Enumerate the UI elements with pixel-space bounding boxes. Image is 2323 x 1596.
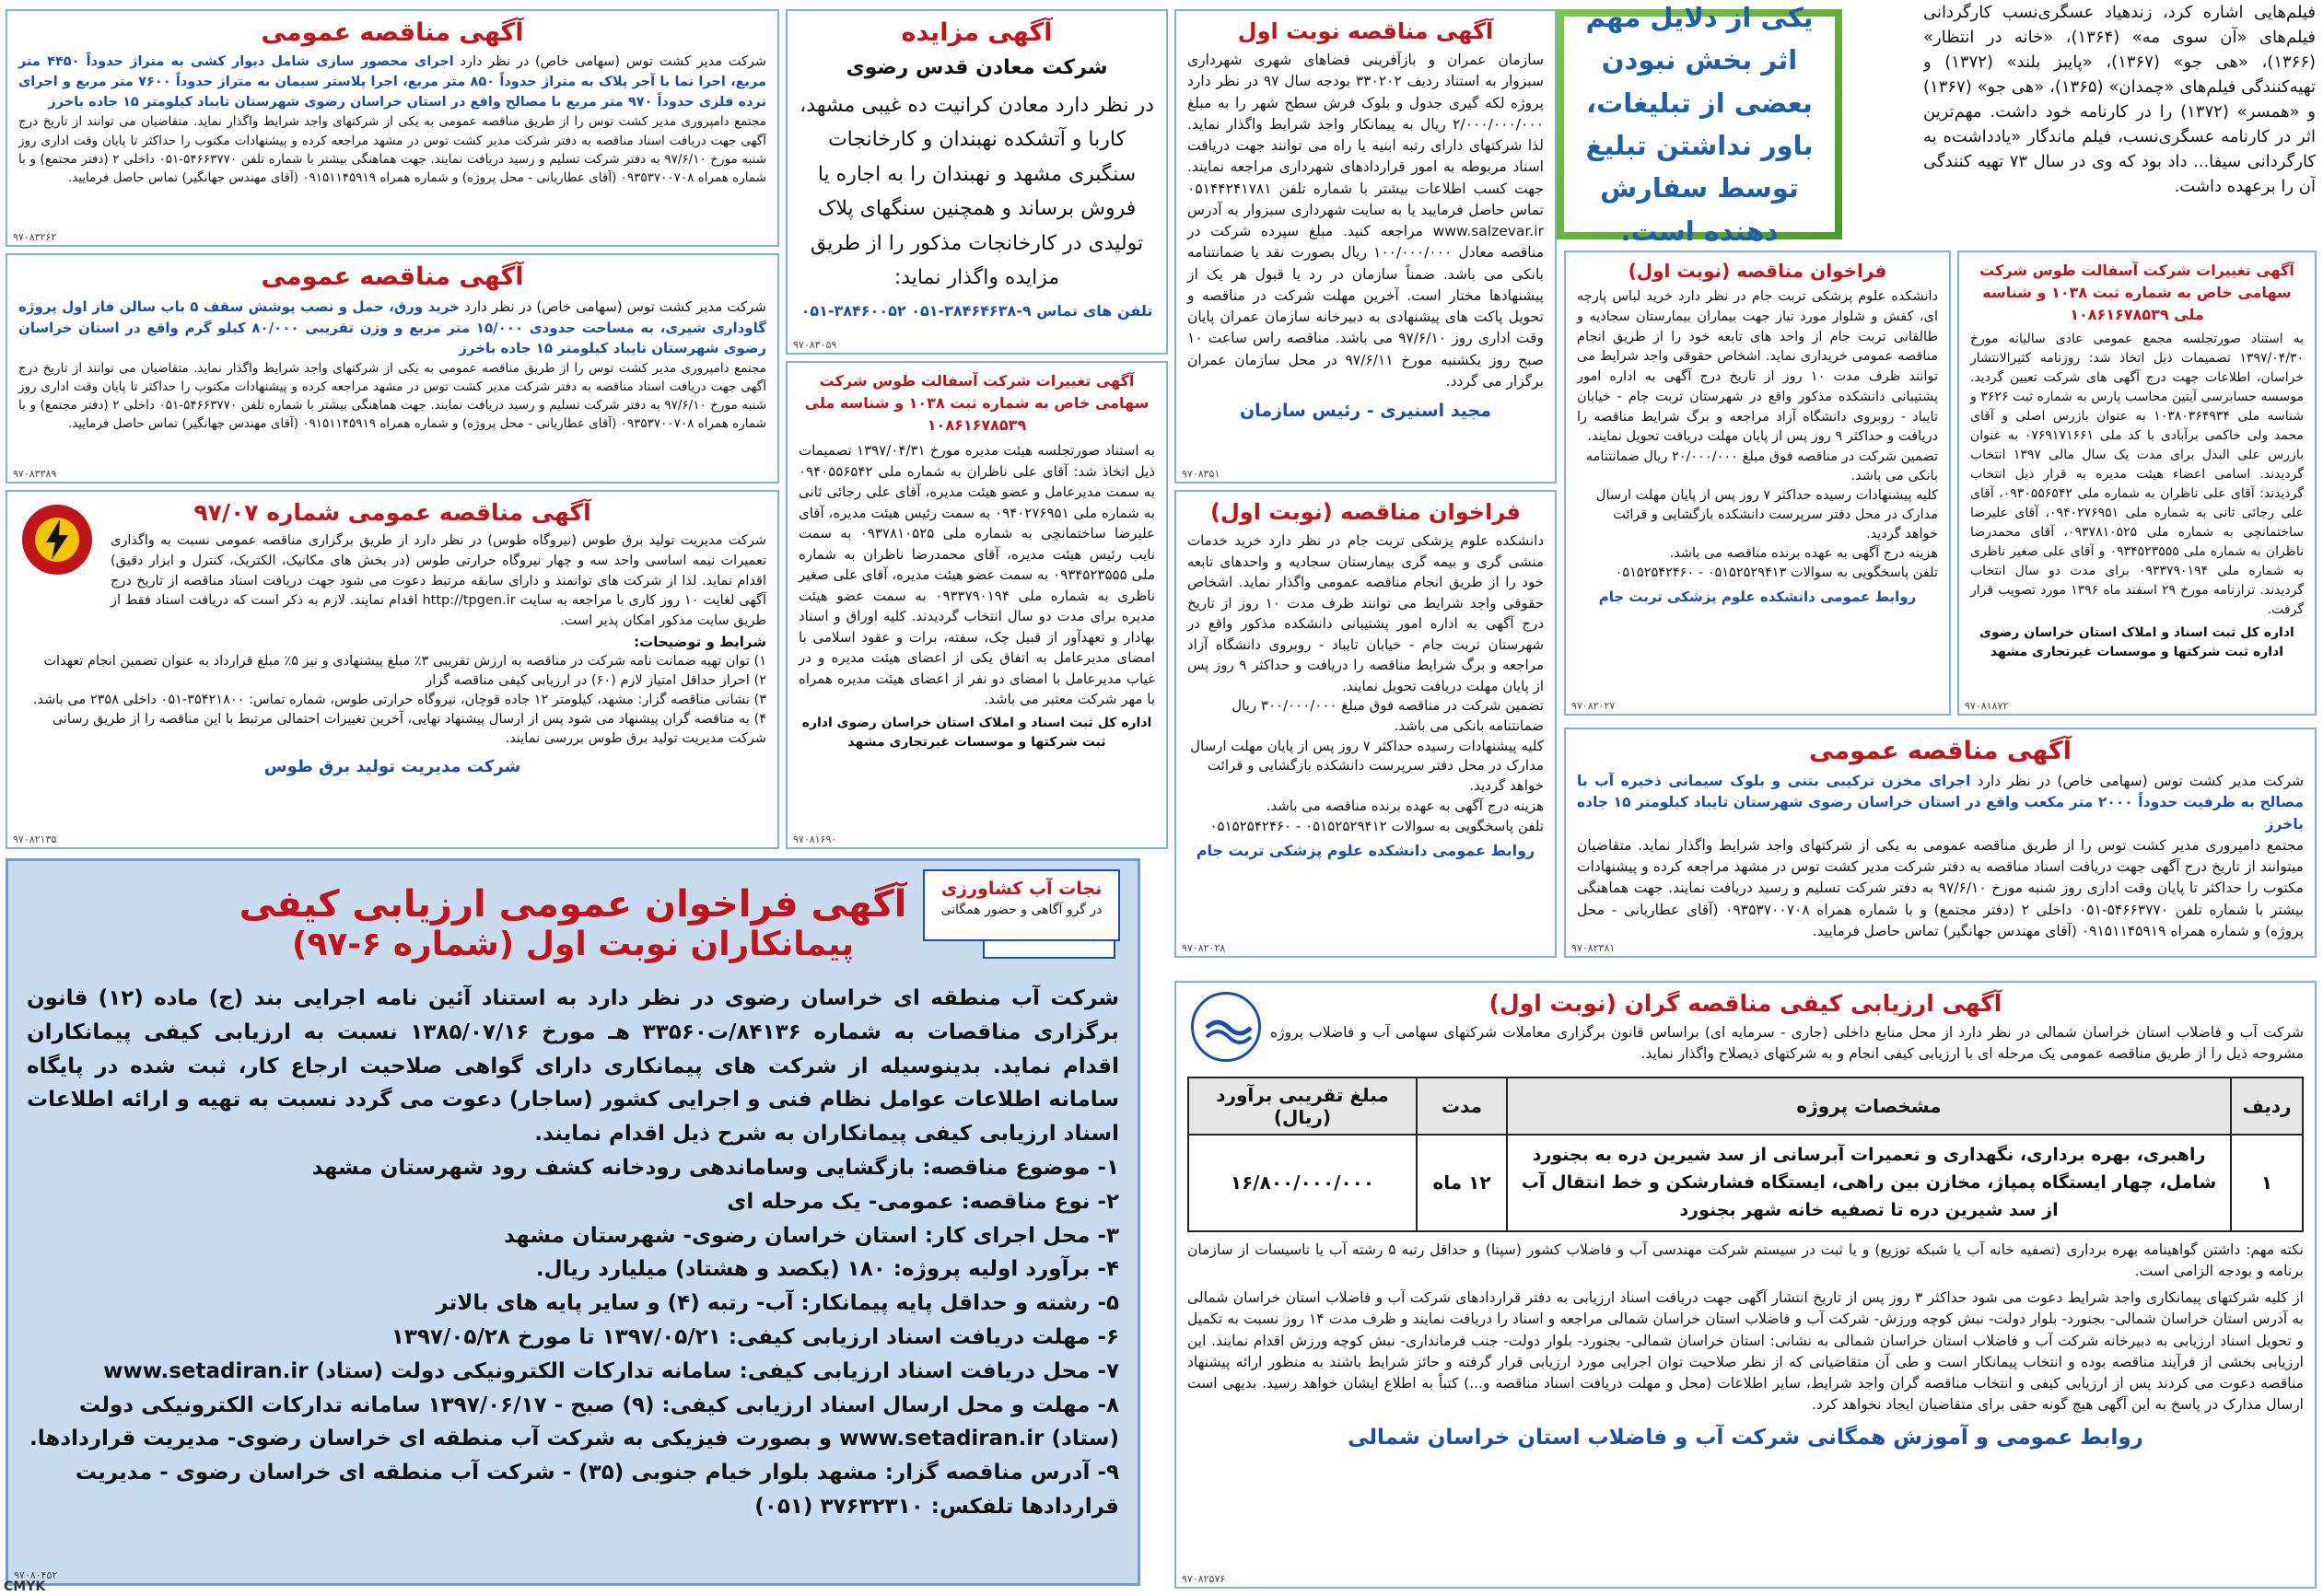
ad-item: ۷- محل دریافت اسناد ارزیابی کیفی: سامانه تدارکات الکترونیکی دولت (ستاد) www.setadiran.ir	[103, 1358, 1119, 1383]
ad-torbat-tender-a	[1564, 250, 1951, 716]
ad-term: تلفن پاسخگویی به سوالات ۰۵۱۵۲۵۲۹۴۱۳ - ۰۵۱۵۲۵۴۲۴۶۰	[1615, 565, 1938, 581]
table-cell: ۱۲ ماه	[1417, 1135, 1507, 1231]
ad-item: ۱- موضوع مناقصه: بازگشایی وساماندهی رودخانه کشف رود شهرستان مشهد	[311, 1155, 1119, 1180]
water-wave-icon	[1199, 995, 1258, 1054]
ad-term: تضمین شرکت در مناقصه فوق مبلغ ۳۰۰/۰۰۰/۰۰۰ ریال ضمانتنامه بانکی می باشد.	[1232, 697, 1544, 734]
ad-signature: اداره کل ثبت اسناد و املاک استان خراسان رضوی اداره ثبت شرکتها و موسسات غیرتجاری مشهد	[1979, 625, 2294, 659]
ad-term: هزینه درج آگهی به عهده برنده مناقصه می باشد.	[1669, 546, 1938, 562]
ad-body: دانشکده علوم پزشکی تربت جام در نظر دارد خرید خدمات منشی گری و بیمه گری بیمارستان سجادیه و واحدهای تابعه خود را از طریق انجام مناقصه عمومی واگذار نماید. اشخاص حقوقی واجد شرایط می توانند ظرف مدت ۱۰ روز از تاریخ درج آگهی به اداره امور پشتیبانی دانشکده مذکور واقع در شهرستان تربت جام - خیابان تایباد - روبروی دانشگاه آزاد مراجعه و برگ شرایط مناقصه را دریافت و حداکثر ۹ روز پس از پایان مهلت دریافت تحویل نمایند.	[1187, 532, 1545, 694]
table-header: مدت	[1417, 1078, 1507, 1135]
ad-title: آگهی مناقصه عمومی	[261, 262, 524, 291]
ad-code: ۹۷۰۸۲۰۲۷	[1571, 700, 1616, 712]
ad-body: مجتمع دامپروری مدیر کشت توس را از طریق مناقصه عمومی به یکی از شرکتهای واجد شرایط واگذار نماید. متقاضیان می توانند از تاریخ درج آگهی جهت دریافت اسناد مناقصه به دفتر شرکت مدیر کشت توس در مشهد مراجعه کرده و پیشنهادات مکتوب را حداکثر تا پایان وقت اداری روز شنبه مورخ ۹۷/۶/۱۰ به دفتر شرکت تسلیم و رسید دریافت نمایند. جهت هماهنگی بیشتر با شماره تلفن ۵۴۶۶۳۷۷۰-۰۵۱ داخلی ۲ (دفتر مجتمع) و با شماره همراه ۰۹۳۵۳۷۰۰۷۰۸ (آقای عطاریانی - محل پروژه) و شماره همراه ۰۹۱۵۱۱۴۵۹۱۹ (آقای مهندس جهانگیر) تماس حاصل فرمایید.	[18, 114, 767, 185]
ad-code: ۹۷۰۸۱۶۹۰	[793, 833, 837, 845]
ad-phone: تلفن های تماس ۹-۳۸۴۶۴۶۳۸-۰۵۱ ۳۸۴۶۰۰۵۲-۰۵۱	[800, 302, 1153, 320]
ad-title: آگهی مناقصه عمومی شماره ۹۷/۰۷	[193, 499, 591, 526]
ad-lead: شرکت مدیر کشت توس (سهامی خاص) در نظر دارد	[464, 298, 767, 315]
ad-asphalt-changes-2	[1957, 250, 2317, 716]
ad-torbat-tender-b	[1174, 490, 1557, 958]
ad-body: به استناد صورتجلسه مجمع عمومی عادی سالیانه مورخ ۱۳۹۷/۰۴/۳۰ تصمیمات ذیل اتخاذ شد: روزنامه کثیرالانتشار خراسان، اطلاعات جهت درج آگهی های شرکت تعیین گردید. موسسه حسابرسی آیتین محاسب پارس به شماره ثبت ۳۶۲۶ و شناسه ملی ۱۰۳۸۰۳۶۴۹۳۴ به عنوان بازرس اصلی و آقای محمد ولی خاکمی برآبادی با کد ملی ۰۷۶۹۱۷۱۶۶۱ به عنوان بازرس علی البدل برای مدت یک سال مالی ۱۳۹۷ انتخاب گردیدند. اسامی اعضاء هیئت مدیره به قرار ذیل انتخاب گردیدند: آقای علی ناظران به شماره ملی ۰۹۳۰۵۵۶۵۴۲، آقای علی رجائی ثانی به شماره ملی ۰۹۴۰۲۷۶۹۵۱، آقای علیرضا ساختمانچی به شماره ملی ۰۹۳۷۸۱۰۵۲۵، آقای محمدرضا ناظران به شماره ملی ۰۹۳۴۵۲۳۵۵۵ و آقای علی صغیر ناظری به شماره ملی ۰۹۳۳۷۹۰۱۹۴ برای مدت دو سال انتخاب گردیدند. ترازنامه مورخ ۲۹ اسفند ماه ۱۳۹۶ مورد تصویب قرار گرفت.	[1970, 332, 2304, 617]
ad-body: مجتمع دامپروری مدیر کشت توس را از طریق مناقصه عمومی به یکی از شرکتهای واجد شرایط واگذار نماید. متقاضیان می توانند از تاریخ درج آگهی جهت دریافت اسناد مناقصه به دفتر شرکت مدیر کشت توس در مشهد مراجعه کرده و پیشنهادات مکتوب را حداکثر تا پایان وقت اداری روز شنبه مورخ ۹۷/۶/۱۰ به دفتر شرکت تسلیم و رسید دریافت نمایند. جهت هماهنگی بیشتر با شماره تلفن ۵۴۶۶۳۷۷۰-۰۵۱ داخلی ۲ (دفتر مجتمع) و با شماره همراه ۰۹۳۵۳۷۰۰۷۰۸ (آقای عطاریانی - محل پروژه) و شماره همراه ۰۹۱۵۱۱۴۵۹۱۹ (آقای مهندس جهانگیر) تماس حاصل فرمایید.	[18, 360, 767, 432]
ad-signature: اداره کل ثبت اسناد و املاک استان خراسان رضوی اداره ثبت شرکتها و موسسات غیرتجاری مشهد	[801, 715, 1152, 750]
ad-term: کلیه پیشنهادات رسیده حداکثر ۷ روز پس از پایان مهلت ارسال مدارک در محل دفتر سرپرست دانشکده بازگشایی و قرائت خواهد گردید.	[1595, 488, 1938, 542]
ad-project: اجرای محصور سازی شامل دیوار کشی به متراژ حدوداً ۴۴۵۰ متر مربع، اجرا نما با آجر پلاک به متراژ حدوداً ۸۵۰ متر مربع، اجرا پلاستر سیمان به متراژ حدوداً ۷۶۰۰ متر مربع و اجرای نرده فلزی حدوداً ۹۷۰ متر مربع با مصالح واقع در استان خراسان رضوی شهرستان تایباد کیلومتر ۱۵ جاده باخرز	[18, 54, 766, 110]
ad-body: مجتمع دامپروری مدیر کشت توس را از طریق مناقصه عمومی به یکی از شرکتهای واجد شرایط واگذار نماید. متقاضیان میتوانند از تاریخ درج آگهی جهت دریافت اسناد مناقصه به دفتر شرکت مدیر کشت توس در مشهد مراجعه کرده و پیشنهادات مکتوب را حداکثر تا پایان وقت اداری روز شنبه مورخ ۹۷/۶/۱۰ به دفتر شرکت تسلیم و رسید دریافت نمایند. جهت هماهنگی بیشتر با شماره تلفن ۵۴۶۶۳۷۷۰-۰۵۱ داخلی ۲ (دفتر مجتمع) و با شماره همراه ۰۹۳۵۳۷۰۰۷۰۸ (آقای عطاریانی - محل پروژه) و شماره همراه ۰۹۱۵۱۱۴۵۹۱۹ (آقای مهندس جهانگیر) تماس حاصل فرمایید.	[1577, 836, 2305, 939]
ad-item: ۳- محل اجرای کار: استان خراسان رضوی- شهرستان مشهد	[504, 1223, 1119, 1248]
ad-water-sewage-qualification	[1174, 981, 2317, 1589]
ad-title: آگهی مزایده	[901, 18, 1053, 47]
table-cell: راهبری، بهره برداری، نگهداری و تعمیرات آبرسانی از سد شیرین دره به بجنورد شامل، چهار ایستگاه پمپاژ، مخازن بین راهی، ایستگاه فشارشکن و خط انتقال آب از سد شیرین دره تا تصفیه خانه شهر بجنورد	[1507, 1135, 2231, 1231]
ad-title: فراخوان مناقصه (نوبت اول)	[1628, 260, 1887, 282]
ad-signature: روابط عمومی دانشکده علوم پزشکی تربت جام	[1598, 588, 1917, 606]
ad-term: هزینه درج آگهی به عهده برنده مناقصه می باشد.	[1266, 797, 1544, 814]
ad-body: شرکت مدیریت تولید برق طوس (نیروگاه طوس) در نظر دارد از طریق برگزاری مناقصه عمومی نسبت به واگذاری تعمیرات نیمه اساسی واحد سه و چهار نیروگاه حرارتی طوس (در بخش های مکانیک، الکتریک، کنترل و ابزار دقیق) اقدام نماید. لذا از شرکت های توانمند و دارای سابقه مرتبط دعوت می شود جهت دریافت اسناد مناقصه از تاریخ درج آگهی لغایت ۱۰ روز کاری با مراجعه به سایت http://tpgen.ir اقدام نمایند. لازم به ذکر است که دریافت اسناد فقط از طریق سایت مذکور امکان پذیر است.	[111, 533, 766, 628]
project-table	[1187, 1077, 2304, 1232]
ad-asphalt-changes-1	[786, 361, 1168, 849]
ad-term: کلیه پیشنهادات رسیده حداکثر ۷ روز پس از پایان مهلت ارسال مدارک در محل دفتر سرپرست دانشکده بازگشایی و قرائت خواهد گردید.	[1190, 737, 1544, 794]
ad-body: سازمان عمران و بازآفرینی فضاهای شهری شهرداری سبزوار به استناد ردیف ۳۳۰۲۰۲ بودجه سال ۹۷ در نظر دارد پروژه لکه گیری جدول و بلوک فرش سطح شهر را به مبلغ ۲/۰۰۰/۰۰۰/۰۰۰ ریال به پیمانکار واجد شرایط واگذار نماید. لذا شرکتهای دارای رتبه ابنیه یا راه می توانند جهت دریافت اسناد مربوطه به امور قراردادهای شهرداری مراجعه نمایند. جهت کسب اطلاعات بیشتر با شماره تلفن ۰۵۱۴۴۲۴۱۷۸۱ تماس حاصل فرمایید یا به سایت شهرداری سبزوار به آدرس www.salzevar.ir مراجعه کنید. مبلغ سپرده شرکت در مناقصه معادل ۱۰۰/۰۰۰/۰۰۰ ریال بصورت نقد یا ضمانتنامه بانکی می باشد. ضمناً سازمان در رد یا قبول هر یک از پیشنهادها مختار است. آخرین مهلت شرکت در مناقصه و تحویل پاکت های پیشنهادی به دبیرخانه سازمان عمران پایان وقت اداری روز ۹۷/۶/۱۰ می باشد. مناقصه راس ساعت ۱۰ صبح روز یکشنبه مورخ ۹۷/۶/۱۱ در محل سازمان عمران برگزار می گردد.	[1187, 52, 1545, 390]
ad-item: ۹- آدرس مناقصه گزار: مشهد بلوار خیام جنوبی (۳۵) - شرکت آب منطقه ای خراسان رضوی - مدیریت قراردادها تلفکس: ۳۷۶۳۲۳۱۰ (۰۵۱)	[75, 1461, 1119, 1519]
ad-title: فراخوان مناقصه (نوبت اول)	[1210, 499, 1521, 525]
ad-title: آگهی مناقصه عمومی	[261, 18, 524, 47]
ad-signature: روابط عمومی دانشکده علوم پزشکی تربت جام	[1196, 842, 1535, 860]
badge-title: نجات آب کشاورزی	[940, 879, 1103, 899]
ad-item: ۴- برآورد اولیه پروژه: ۱۸۰ (یکصد و هشتاد) میلیارد ریال.	[535, 1257, 1119, 1282]
ad-item: ۲- نوع مناقصه: عمومی- یک مرحله ای	[727, 1189, 1119, 1214]
ad-condition: ۴) به مناقصه گران پیشنهاد می شود پس از ارسال پیشنهاد نهایی، آخرین تغییرات احتمالی مرتبط با این مناقصه را از طریق رسانی شرکت مدیریت تولید برق طوس بررسی نمایند.	[52, 712, 766, 747]
table-header: مشخصات پروژه	[1507, 1078, 2231, 1135]
ad-note: نکته مهم: داشتن گواهینامه بهره برداری (تصفیه خانه آب یا شبکه توزیع) و یا ثبت در سیستم شرکت مهندسی آب و فاضلاب کشور (سپتا) و حداقل رتبه ۵ رشته آب یا تاسیسات از سازمان برنامه و بودجه الزامی است.	[1187, 1241, 2304, 1279]
promo-quote-box	[1557, 1, 1842, 247]
ad-code: ۹۷۰۸۱۸۷۲	[1965, 700, 2009, 712]
ad-auction	[786, 9, 1168, 355]
ad-title: آگهی مناقصه عمومی	[1809, 737, 2072, 765]
ad-tus-tender-1	[6, 9, 779, 247]
ad-signature: مجید اسنیری - رئیس سازمان	[1239, 401, 1492, 421]
ad-term: تلفن پاسخگویی به سوالات ۰۵۱۵۲۵۲۹۴۱۲ - ۰۵۱۵۲۵۴۲۴۶۰	[1209, 817, 1544, 834]
ad-power-plant-tender	[6, 490, 779, 849]
ad-code: ۹۷۰۸۳۰۵۹	[793, 339, 837, 351]
ad-conditions-title: شرایط و توضیحات:	[634, 633, 766, 650]
promo-quote-text: یکی از دلایل مهم اثر بخش نبودن بعضی از تبلیغات، باور نداشتن تبلیغ توسط سفارش دهنده است.	[1585, 1, 1814, 247]
slogan-badge	[923, 869, 1120, 941]
ad-tus-tender-2	[6, 253, 779, 483]
ad-term: تضمین شرکت در مناقصه فوق مبلغ ۲۰/۰۰۰/۰۰۰ ریال ضمانتنامه بانکی می باشد.	[1585, 449, 1938, 484]
ad-code: ۹۷۰۸۳۳۸۹	[13, 468, 57, 480]
print-color-mark: CMYK	[4, 1579, 46, 1594]
ad-company: شرکت معادن قدس رضوی	[846, 56, 1108, 79]
ad-sabzevar-tender	[1174, 9, 1557, 483]
ad-water-company-qualification	[6, 858, 1140, 1586]
badge-subtitle: در گرو آگاهی و حضور همگانی	[940, 903, 1103, 917]
table-row	[1188, 1135, 2303, 1231]
ad-signature: شرکت مدیریت تولید برق طوس	[263, 757, 521, 777]
ad-code: ۹۷۰۸۳۵۱	[1182, 468, 1220, 480]
ad-project: خرید ورق، حمل و نصب پوشش سقف ۵ باب سالن فاز اول پروژه گاوداری شیری، به مساحت حدودی ۱۵/۰۰۰ متر مربع و وزن تقریبی ۸۰/۰۰۰ کیلو گرم واقع در استان خراسان رضوی شهرستان تایباد کیلومتر ۱۵ جاده باخرز	[18, 298, 766, 356]
ad-lead: شرکت مدیر کشت توس (سهامی خاص) در نظر دارد	[460, 54, 767, 69]
ad-intro: شرکت آب و فاضلاب استان خراسان شمالی در نظر دارد از محل منابع داخلی (جاری - سرمایه ای) براساس قانون برگزاری معاملات شرکتهای سهامی آب و فاضلاب پروژه مشروحه ذیل را از طریق مناقصه عمومی یک مرحله ای با ارزیابی کیفی انجام و به شرکتهای ذیصلاح واگذار نماید.	[1270, 1024, 2304, 1063]
table-cell: ۱۶/۸۰۰/۰۰۰/۰۰۰	[1188, 1135, 1417, 1231]
ad-condition: ۳) نشانی مناقصه گزار: مشهد، کیلومتر ۱۲ جاده قوچان، نیروگاه حرارتی طوس، شماره تماس: ۳۵۴۲۱۸۰۰-۰۵۱ داخلی ۲۳۵۸ می باشد.	[32, 693, 766, 708]
ad-item: ۵- رشته و حداقل پایه پیمانکار: آب- رتبه (۴) و سایر پایه های بالاتر	[436, 1291, 1119, 1316]
lightning-icon	[31, 514, 83, 565]
article-fragment: فیلم‌هایی اشاره کرد، زندهیاد عسگری‌نسب کارگردانی فیلم‌های «آن سوی مه» (۱۳۶۴)، «خانه در انتظار» (۱۳۶۶)، «هی جو» (۱۳۶۷)، «پایبز بلند» (۱۳۷۲) و تهیه‌کنندگی فیلم‌های «چمدان» (۱۳۶۵)، «هی جو» (۱۳۶۷) و «همسر» (۱۳۷۲) را در کارنامه خود داشت. مهم‌ترین اثر در کارنامه عسگری‌نسب، فیلم ماندگار «یادداشت‌ه به کارگردانی سیفا... داد بود که وی در سال ۷۳ تهیه کنندگی آن را برعهده داشت.	[1923, 3, 2316, 196]
ad-title: آگهی فراخوان عمومی ارزیابی کیفی	[239, 883, 907, 926]
ad-condition: ۱) توان تهیه ضمانت نامه شرکت در مناقصه به ارزش تقریبی ۳٪ مبلغ پیشنهادی و نیز ۵٪ مبلغ قرارداد به عنوان تضمین انجام تعهدات	[43, 654, 766, 670]
table-header: مبلغ تقریبی برآورد (ریال)	[1188, 1078, 1417, 1135]
ad-item: ۶- مهلت دریافت اسناد ارزیابی کیفی: ۱۳۹۷/۰۵/۲۱ تا مورخ ۱۳۹۷/۰۵/۲۸	[391, 1324, 1119, 1349]
ad-intro: شرکت آب منطقه ای خراسان رضوی در نظر دارد به استناد آئین نامه اجرایی بند (ج) ماده (۱۲) قانون برگزاری مناقصات به شماره ۸۴۱۳۶/ت۳۳۵۶۰ هـ مورخ ۱۳۸۵/۰۷/۱۶ نسبت به ارزیابی کیفی پیمانکاران اقدام نماید. بدینوسیله از شرکت های پیمانکاری دارای گواهی صلاحیت ارجاع کار، ثبت شده در پایگاه سامانه اطلاعات عوامل نظام فنی و اجرایی کشور (ساجار) دعوت می گردد نسبت به تهیه و ارائه اطلاعات اسناد ارزیابی کیفی پیمانکاران به شرح ذیل اقدام نمایند.	[27, 986, 1119, 1147]
ad-code: ۹۷۰۸۳۲۶۲	[13, 231, 57, 243]
ad-title: آگهی مناقصه نوبت اول	[1237, 18, 1494, 44]
ad-code: ۹۷۰۸۲۵۷۶	[1182, 1573, 1226, 1585]
ad-project: اجرای مخزن ترکیبی بتنی و بلوک سیمانی ذخیره آب با مصالح به ظرفیت حدوداً ۲۰۰۰ متر مکعب واقع در استان خراسان رضوی شهرستان تایباد کیلومتر ۱۵ جاده باخرز	[1577, 773, 2305, 833]
ad-code: ۹۷۰۸۲۰۲۸	[1182, 942, 1226, 954]
ad-lead: شرکت مدیر کشت توس (سهامی خاص) در نظر دارد	[1977, 773, 2304, 789]
table-cell: ۱	[2231, 1135, 2303, 1231]
ad-title: آگهی تغییرات شرکت آسفالت طوس شرکت سهامی خاص به شماره ثبت ۱۰۳۸ و شناسه ملی ۱۰۸۶۱۶۷۸۵۳۹	[804, 372, 1150, 434]
ad-body: به استناد صورتجلسه هیئت مدیره مورخ ۱۳۹۷/۰۴/۳۱ تصمیمات ذیل اتخاذ شد: آقای علی ناظران به شماره ملی ۰۹۴۰۵۵۶۵۴۲ به سمت مدیرعامل و عضو هیئت مدیره، آقای علی رجائی ثانی به شماره ملی ۰۹۴۰۲۷۶۹۵۱ به سمت رئیس هیئت مدیره، آقای علیرضا ساختمانچی به شماره ملی ۰۹۳۷۸۱۰۵۲۵ به سمت نایب رئیس هیئت مدیره، آقای محمدرضا ناظران به شماره ملی ۰۹۳۴۵۲۳۵۵۵ به سمت عضو هیئت مدیره، آقای علی صغیر ناظری به شماره ملی ۰۹۳۳۷۹۰۱۹۴ به سمت عضو هیئت مدیره برای مدت دو سال انتخاب گردیدند. کلیه اوراق و اسناد بهادار و تعهدآور از قبیل چک، سفته، برات و عقود اسلامی با امضای مدیرعامل به اتفاق یکی از اعضای هیئت مدیره و در غیاب مدیرعامل با امضای دو نفر از اعضای هیئت مدیره همراه با مهر شرکت معتبر می باشد.	[799, 442, 1155, 707]
ad-code: ۹۷۰۸۲۳۸۱	[1571, 942, 1616, 954]
table-header: ردیف	[2231, 1078, 2303, 1135]
ad-code: ۹۷۰۸۰۴۵۲	[14, 1569, 58, 1581]
ad-signature: روابط عمومی و آموزش همگانی شرکت آب و فاضلاب استان خراسان شمالی	[1348, 1425, 2143, 1450]
table-header-row	[1188, 1078, 2303, 1135]
ad-code: ۹۷۰۸۲۱۳۵	[13, 833, 57, 845]
power-company-logo	[22, 505, 92, 575]
ad-subtitle: پیمانکاران نوبت اول (شماره ۶-۹۷)	[291, 926, 855, 963]
ad-item: ۸- مهلت و محل ارسال اسناد ارزیابی کیفی: (۹) صبح - ۱۳۹۷/۰۶/۱۷ سامانه تدارکات الکترونیکی دولت (ستاد) www.setadiran.ir و بصورت فیزیکی به شرکت آب منطقه ای خراسان رضوی- مدیریت قراردادها.	[29, 1392, 1119, 1451]
abfa-logo	[1191, 992, 1261, 1062]
ad-title: آگهی تغییرات شرکت آسفالت طوس شرکت سهامی خاص به شماره ثبت ۱۰۳۸ و شناسه ملی ۱۰۸۶۱۶۷۸۵۳۹	[1979, 262, 2294, 323]
ad-title: آگهی ارزیابی کیفی مناقصه گران (نوبت اول)	[1488, 990, 2002, 1017]
ad-condition: ۲) احراز حداقل امتیاز لازم (۶۰) در ارزیابی کیفی مناقصه گزار	[426, 673, 766, 689]
ad-body: از کلیه شرکتهای پیمانکاری واجد شرایط دعوت می شود حداکثر ۳ روز پس از تاریخ انتشار آگهی جهت دریافت اسناد ارزیابی به دفتر قراردادهای شرکت آب و فاضلاب استان خراسان شمالی به آدرس استان خراسان شمالی- بجنورد- بلوار دولت- نبش کوچه ورزش- شرکت آب و فاضلاب استان خراسان شمالی مراجعه و اسناد را دریافت نمایند و ظرف مدت ۱۴ روز نسبت به تکمیل و تحویل اسناد ارزیابی به دبیرخانه شرکت آب و فاضلاب استان خراسان شمالی به نشانی: استان خراسان شمالی- بجنورد- بلوار دولت- جنب فرمانداری- نبش کوچه ورزش اقدام نمایند. این ارزیابی بخشی از فرآیند مناقصه بوده و انتخاب پیمانکار است و طی آن متقاضیانی که از نظر صلاحیت توان اجرایی مورد ارزیابی قرار گرفته و حائز شرایط باشند به منظور ارائه پیشنهاد مناقصه دعوت می کردند پس از ارزیابی کیفی و انتخاب مناقصه گران واجد شرایط، سایر اطلاعات (محل و مهلت دریافت اسناد مناقصه و...) کتباً به اطلاع ایشان خواهد رسید. بدیهی است ارسال مدارک در پاسخ به این آگهی هیچ گونه حقی برای متقاضیان ایجاد نخواهد کرد.	[1187, 1289, 2304, 1414]
ad-tus-tender-3	[1564, 728, 2317, 958]
ad-body: دانشکده علوم پزشکی تربت جام در نظر دارد خرید لباس پارچه ای، کفش و شلوار مورد نیاز جهت بیماران بیمارستان سجادیه و طالقانی تربت جام از واحد های تابعه خود را از طریق انجام مناقصه عمومی خریداری نماید. اشخاص حقوقی واجد شرایط می توانند ظرف مدت ۱۰ روز از تاریخ درج آگهی به اداره امور پشتیبانی دانشکده مذکور واقع در شهرستان تربت جام - خیابان تایباد - روبروی دانشگاه آزاد مراجعه و برگ شرایط مناقصه را دریافت و حداکثر ۹ روز پس از پایان مهلت دریافت تحویل نمایند.	[1577, 289, 1938, 445]
ad-body: در نظر دارد معادن کرانیت ده غیبی مشهد، کاربا و آتشکده نهبندان و کارخانجات سنگبری مشهد و نهبندان را به اجاره یا فروش برساند و همچنین سنگهای پلاک تولیدی در کارخانجات مذکور را از طریق مزایده واگذار نماید:	[800, 94, 1154, 289]
